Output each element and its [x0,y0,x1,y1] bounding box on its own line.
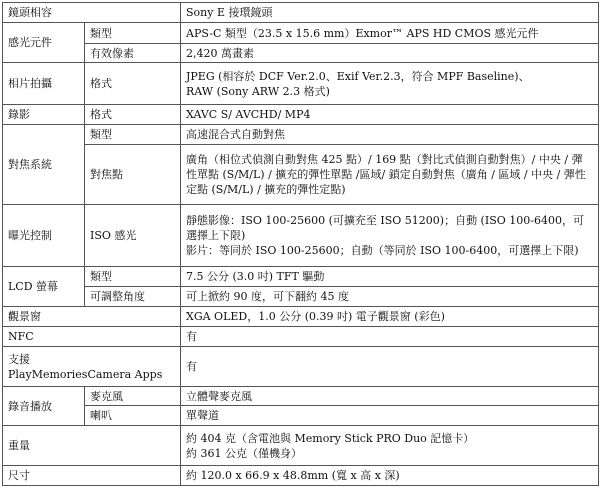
table-row [3,307,599,327]
value-weight [181,426,599,466]
sub-label-mic: 麥克風 [85,387,181,406]
value-size: 約 120.0 x 66.9 x 48.8mm (寬 x 高 x 深) [181,466,599,486]
photo-format-line1: JPEG (相容於 DCF Ver.2.0、Exif Ver.2.3，符合 MPF Baseline)、 [186,69,530,83]
table-row [3,406,599,426]
table-row [3,267,599,287]
row-value-lens: Sony E 接環鏡頭 [181,3,599,23]
table-row [3,23,599,44]
weight-line1: 約 404 克（含電池與 Memory Stick PRO Duo 記憶卡） [186,431,475,445]
table-row [3,105,599,125]
sub-label-sensor-pixels: 有效像素 [85,44,181,63]
sub-label-lcd-type: 類型 [85,267,181,287]
apps-label-line1: 支援 [8,352,30,366]
table-row [3,125,599,145]
sub-label-video-format: 格式 [85,105,181,125]
value-speaker: 單聲道 [181,406,599,426]
value-focus-points: 廣角（相位式偵測自動對焦 425 點）/ 169 點（對比式偵測自動對焦）/ 中央 / 彈性單點 (S/M/L) / 擴充的彈性單點 /區域/ 鎖定自動對焦（廣角 / 區域 / 中央 / 彈性定點 (S/M/L) / 擴充的彈性定點) [181,145,599,205]
row-label-lcd: LCD 螢幕 [3,267,85,307]
row-label-nfc: NFC [3,327,181,347]
value-photo-format [181,63,599,105]
value-iso [181,205,599,267]
value-nfc: 有 [181,327,599,347]
value-mic: 立體聲麥克風 [181,387,599,406]
weight-line2: 約 361 公克（僅機身） [186,446,302,460]
table-row [3,3,599,23]
row-label-weight: 重量 [3,426,181,466]
spec-table [2,2,599,486]
value-apps: 有 [181,347,599,387]
value-lcd-angle: 可上掀約 90 度，可下翻約 45 度 [181,287,599,307]
sub-label-iso: ISO 感光 [85,205,181,267]
row-label-photo: 相片拍攝 [3,63,85,105]
table-row [3,426,599,466]
row-label-lens: 鏡頭相容 [3,3,181,23]
value-video-format: XAVC S/ AVCHD/ MP4 [181,105,599,125]
value-focus-type: 高速混合式自動對焦 [181,125,599,145]
sub-label-photo-format: 格式 [85,63,181,105]
table-row [3,466,599,486]
iso-movie: 影片：等同於 ISO 100-25600；自動（等同於 ISO 100-6400，可選擇上下限) [186,244,579,257]
sub-label-speaker: 喇叭 [85,406,181,426]
row-label-audio: 錄音播放 [3,387,85,426]
row-label-exposure: 曝光控制 [3,205,85,267]
table-row [3,145,599,205]
table-row [3,347,599,387]
value-sensor-type: APS-C 類型（23.5 x 15.6 mm）Exmor™ APS HD CMOS 感光元件 [181,23,599,44]
photo-format-line2: RAW (Sony ARW 2.3 格式) [186,84,330,98]
table-row [3,327,599,347]
table-row [3,205,599,267]
value-sensor-pixels: 2,420 萬畫素 [181,44,599,63]
value-lcd-type: 7.5 公分 (3.0 吋) TFT 驅動 [181,267,599,287]
row-label-sensor: 感光元件 [3,23,85,63]
row-label-viewfinder: 觀景窗 [3,307,181,327]
table-row [3,44,599,63]
iso-still: 靜態影像：ISO 100-25600 (可擴充至 ISO 51200)；自動 (ISO 100-6400，可選擇上下限) [186,214,584,242]
row-label-apps [3,347,181,387]
table-row [3,387,599,406]
table-row [3,63,599,105]
sub-label-focus-type: 類型 [85,125,181,145]
sub-label-lcd-angle: 可調整角度 [85,287,181,307]
value-viewfinder: XGA OLED，1.0 公分 (0.39 吋) 電子觀景窗 (彩色) [181,307,599,327]
row-label-video: 錄影 [3,105,85,125]
sub-label-sensor-type: 類型 [85,23,181,44]
table-row [3,287,599,307]
sub-label-focus-points: 對焦點 [85,145,181,205]
row-label-size: 尺寸 [3,466,181,486]
apps-label-line2: PlayMemoriesCamera Apps [8,367,163,381]
row-label-focus: 對焦系統 [3,125,85,205]
